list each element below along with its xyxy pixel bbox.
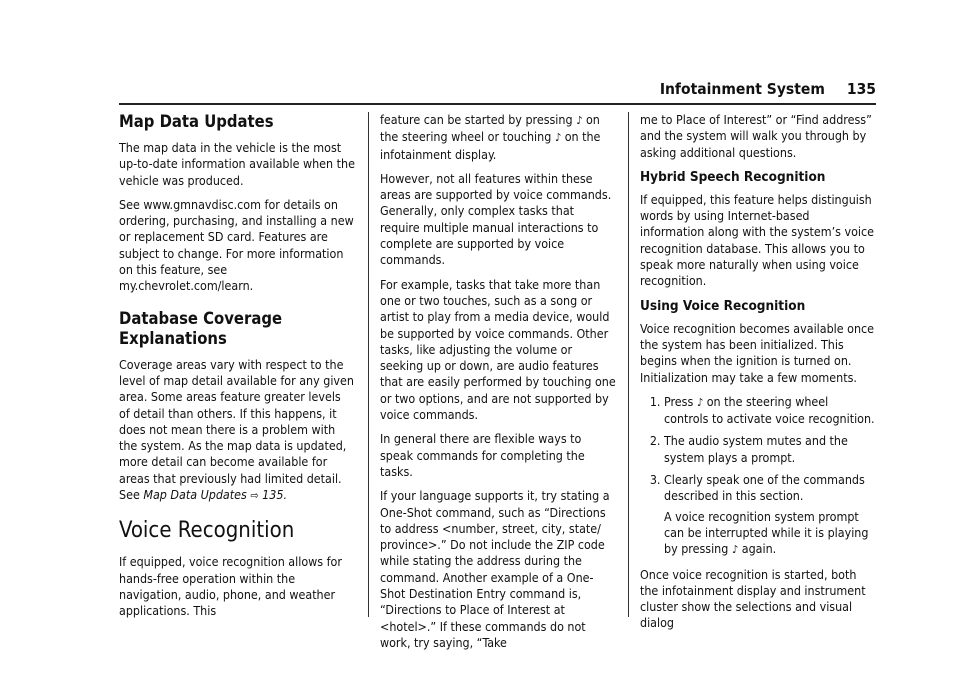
note-text: again. [741,541,777,557]
heading-database-coverage: Database Coverage Explanations [119,308,283,348]
step-text: Press [664,393,694,409]
column-divider [628,112,629,617]
voice-recognition-icon: ♪ [696,395,704,409]
list-item [664,394,876,428]
step-text: Clearly speak one of the commands described in this section. [664,472,865,504]
running-header [660,80,876,98]
column-2 [380,112,616,659]
column-3 [640,112,876,640]
paragraph: Once voice recognition is started, both the infotainment display and instrument cluster show the selections and visual dialog [640,566,866,631]
heading-hybrid-speech: Hybrid Speech Recognition [640,168,826,185]
heading-voice-recognition: Voice Recognition [119,518,295,544]
paragraph: me to Place of Interest” or “Find address” and the system will walk you through by asking additional questions. [640,112,872,160]
paragraph: Voice recognition becomes available once the system has been initialized. This begins when the ignition is turned on. Initialization may take a few moments. [640,320,875,385]
paragraph [119,357,355,505]
paragraph: If equipped, this feature helps distinguish words by using Internet-based information along with the system’s voice recognition database. This allows you to speak more naturally when using voice recognition. [640,191,874,289]
page-number: 135 [846,80,876,98]
list-item: 2. The audio system mutes and the system plays a prompt. [664,433,876,466]
heading-using-voice-recognition: Using Voice Recognition [640,297,806,314]
paragraph-text: feature can be started by pressing [380,112,573,127]
section-title: Infotainment System [659,80,825,98]
paragraph: If equipped, voice recognition allows for hands-free operation within the navigation, audio, phone, and weather applications. This [119,554,342,619]
step-text: on the steering wheel controls to activate voice recognition. [664,393,875,427]
voice-recognition-icon: ♪ [731,543,739,557]
paragraph: For example, tasks that take more than one or two touches, such as a song or artist to play from a media device, would be supported by voice commands. Other tasks, like adjusting the volume or seeking up or down, are audio features that are easily performed by touching one or two options, and are not supported by voice commands. [380,276,616,423]
paragraph-text: on the steering wheel or touching [380,112,600,145]
paragraph-text: on the infotainment display. [380,129,601,162]
paragraph: However, not all features within these areas are supported by voice commands. Generally, only complex tasks that require multiple manual interactions to complete are supported by voice commands. [380,170,612,268]
paragraph: If your language supports it, try stating a One-Shot command, such as “Directions to address <number, street, city, state/ province>.” Do not include the ZIP code while stating the address during the command. Another example of a One-Shot Destination Entry command is, “Directions to Place of Interest at <hotel>.” If these commands do not work, try saying, “Take [380,488,610,650]
header-rule [119,103,876,105]
paragraph [380,112,616,163]
note [664,509,876,559]
paragraph: See www.gmnavdisc.com for details on ordering, purchasing, and installing a new or replacement SD card. Features are subject to change. For more information on this feature, see my.chevrolet.com/learn. [119,196,354,294]
steps-list [640,394,876,559]
page-reference-icon: ⇨ [250,489,259,503]
voice-recognition-icon: ♪ [576,114,583,127]
list-item [664,472,876,558]
paragraph: In general there are flexible ways to speak commands for completing the tasks. [380,431,585,479]
column-divider [368,112,369,617]
paragraph-text: Coverage areas vary with respect to the level of map detail available for any given area. Some areas feature greater levels of detail than others. If this happens, it does not mean there is a problem with the system. As the map data is updated, more detail can become available for areas that previously had limited detail. See [119,356,354,503]
cross-reference-page[interactable]: 135. [262,487,287,503]
note-text: A voice recognition system prompt can be interrupted while it is playing by pressing [664,508,869,557]
voice-recognition-icon: ♪ [554,131,562,145]
paragraph: The map data in the vehicle is the most up-to-date information available when the vehicle was produced. [119,140,355,188]
cross-reference-link[interactable]: Map Data Updates [143,487,247,503]
column-1 [119,112,355,628]
heading-map-data-updates: Map Data Updates [119,112,274,131]
